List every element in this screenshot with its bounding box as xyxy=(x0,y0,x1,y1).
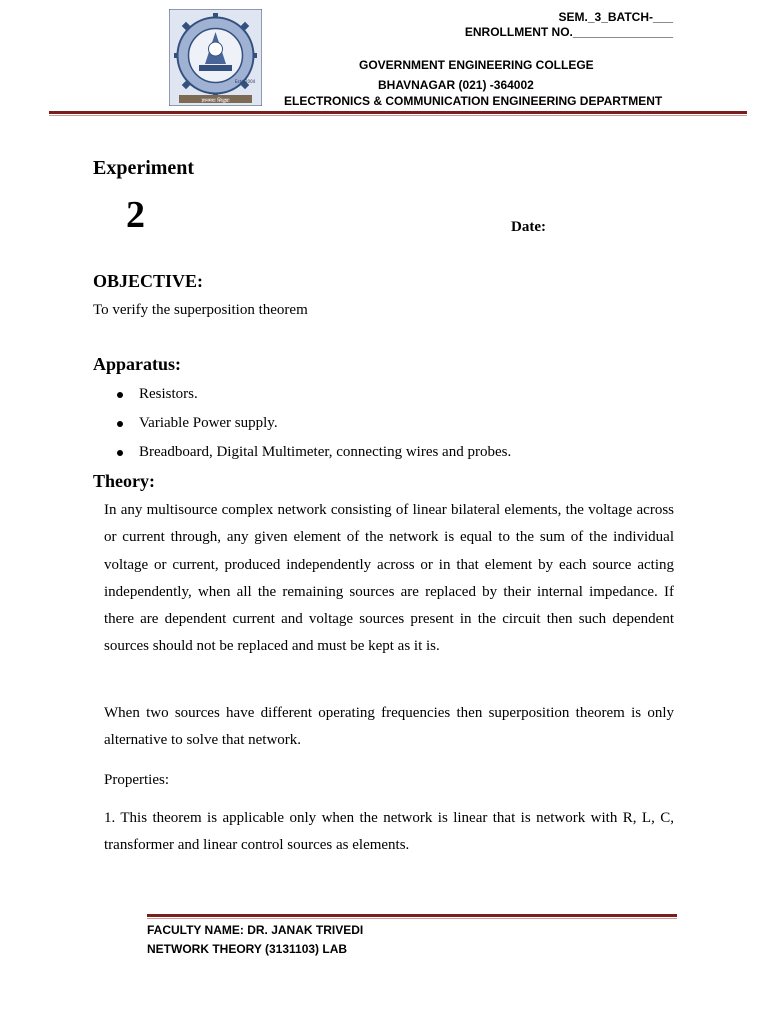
experiment-title: Experiment xyxy=(93,157,195,179)
college-name: GOVERNMENT ENGINEERING COLLEGE xyxy=(359,58,594,72)
objective-text: To verify the superposition theorem xyxy=(93,302,308,318)
college-address: BHAVNAGAR (021) -364002 xyxy=(378,78,534,92)
emblem-motto: ज्ञानमयः सिद्ध्यः xyxy=(201,98,230,104)
enrollment-field: ENROLLMENT NO._______________ xyxy=(464,25,673,39)
list-item: Resistors. xyxy=(93,384,511,413)
header-rule-bottom xyxy=(49,115,747,116)
footer-rule-bottom xyxy=(147,918,677,919)
header-rule-top xyxy=(49,111,747,114)
faculty-name: FACULTY NAME: DR. JANAK TRIVEDI xyxy=(147,923,364,937)
emblem-est-text: Estd 2004 xyxy=(235,79,256,84)
list-item: Breadboard, Digital Multimeter, connecting wires and probes. xyxy=(93,442,511,471)
footer-rule-top xyxy=(147,914,677,917)
experiment-number: 2 xyxy=(126,194,145,236)
apparatus-list xyxy=(93,384,511,471)
emblem-graphic xyxy=(169,9,262,106)
property-1: 1. This theorem is applicable only when the network is linear that is network with R, L, C, transformer and linear control sources as elements. xyxy=(104,810,674,854)
lab-name: NETWORK THEORY (3131103) LAB xyxy=(147,942,348,956)
department-name: ELECTRONICS & COMMUNICATION ENGINEERING DEPARTMENT xyxy=(284,94,663,108)
properties-label: Properties: xyxy=(104,772,169,788)
college-emblem-icon xyxy=(169,9,262,106)
list-item: Variable Power supply. xyxy=(93,413,511,442)
date-label: Date: xyxy=(511,219,546,235)
sem-batch-field: SEM._3_BATCH-___ xyxy=(558,10,673,24)
theory-heading: Theory: xyxy=(93,471,155,491)
objective-heading: OBJECTIVE: xyxy=(93,271,204,291)
theory-paragraph-1: In any multisource complex network consisting of linear bilateral elements, the voltage across or current through, any given element of the network is equal to the sum of the individual voltage or current, produced independently across or in that element by each source acting independently, when all the remaining sources are replaced by their internal impedance. If there are dependent current and voltage sources present in the circuit then such dependent sources should not be replaced and must be kept as it is. xyxy=(104,502,674,655)
theory-paragraph-2: When two sources have different operating frequencies then superposition theorem is only alternative to solve that network. xyxy=(104,705,674,749)
apparatus-heading: Apparatus: xyxy=(93,354,182,374)
